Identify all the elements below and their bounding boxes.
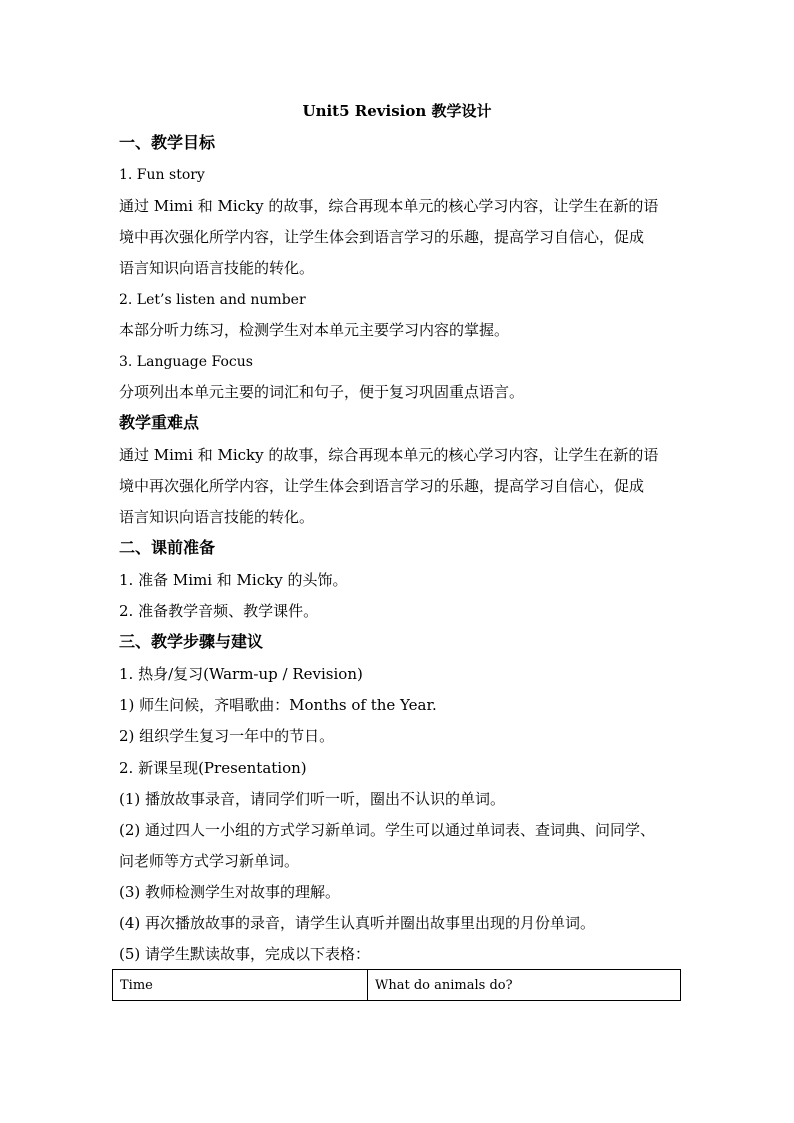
story-table [112, 969, 681, 1001]
section-heading-key-points: 教学重难点 [119, 413, 200, 432]
section-heading-steps: 三、教学步骤与建议 [119, 632, 264, 651]
step-item: 1) 师生问候，齐唱歌曲：Months of the Year. [119, 696, 437, 714]
page-title: Unit5 Revision 教学设计 [302, 102, 492, 120]
step-warmup: 1. 热身/复习(Warm-up / Revision) [119, 665, 363, 683]
paragraph-line: 通过 Mimi 和 Micky 的故事，综合再现本单元的核心学习内容，让学生在新的语 [119, 197, 659, 215]
item-fun-story-title: 1. Fun story [119, 167, 205, 183]
step-item: (2) 通过四人一小组的方式学习新单词。学生可以通过单词表、查词典、问同学、 [119, 821, 656, 839]
paragraph-line: 语言知识向语言技能的转化。 [119, 508, 315, 526]
step-item: (5) 请学生默读故事，完成以下表格： [119, 945, 371, 963]
list-item: 2. 准备教学音频、教学课件。 [119, 602, 319, 620]
list-item: 1. 准备 Mimi 和 Micky 的头饰。 [119, 571, 348, 589]
table-header-time: Time [113, 970, 368, 1001]
paragraph-line: 本部分听力练习，检测学生对本单元主要学习内容的掌握。 [119, 321, 510, 339]
section-heading-preparation: 二、课前准备 [119, 538, 216, 557]
step-item-continued: 问老师等方式学习新单词。 [119, 852, 300, 870]
section-heading-objectives: 一、教学目标 [119, 133, 216, 152]
step-item: 2) 组织学生复习一年中的节日。 [119, 727, 335, 745]
paragraph-line: 语言知识向语言技能的转化。 [119, 259, 315, 277]
step-item: (3) 教师检测学生对故事的理解。 [119, 883, 341, 901]
paragraph-line: 境中再次强化所学内容，让学生体会到语言学习的乐趣，提高学习自信心，促成 [119, 477, 645, 495]
table-row [113, 970, 681, 1001]
paragraph-line: 分项列出本单元主要的词汇和句子，便于复习巩固重点语言。 [119, 383, 525, 401]
table-header-what-animals-do: What do animals do? [368, 970, 681, 1001]
item-listen-title: 2. Let’s listen and number [119, 292, 306, 308]
paragraph-line: 境中再次强化所学内容，让学生体会到语言学习的乐趣，提高学习自信心，促成 [119, 228, 645, 246]
paragraph-line: 通过 Mimi 和 Micky 的故事，综合再现本单元的核心学习内容，让学生在新的语 [119, 446, 659, 464]
item-language-focus-title: 3. Language Focus [119, 354, 253, 370]
step-item: (4) 再次播放故事的录音，请学生认真听并圈出故事里出现的月份单词。 [119, 914, 596, 932]
step-presentation: 2. 新课呈现(Presentation) [119, 759, 307, 777]
step-item: (1) 播放故事录音，请同学们听一听，圈出不认识的单词。 [119, 790, 506, 808]
